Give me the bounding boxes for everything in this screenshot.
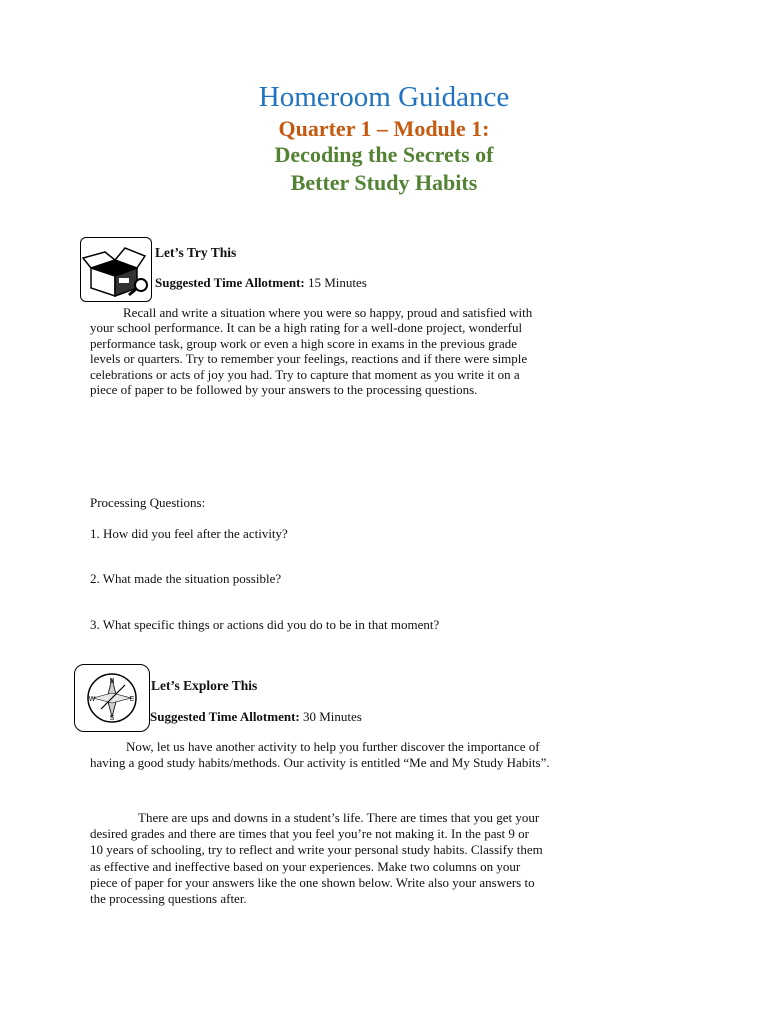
processing-questions-heading: Processing Questions: (90, 495, 206, 510)
time-allotment-label: Suggested Time Allotment: (150, 709, 300, 724)
time-allotment-label: Suggested Time Allotment: (155, 275, 305, 290)
paragraph-line: Now, let us have another activity to help you further discover the importance of (126, 739, 540, 754)
paragraph-line: celebrations or acts of joy you had. Try to capture that moment as you write it on a (90, 366, 520, 382)
box-magnifier-icon (80, 237, 152, 302)
time-allotment-value: 30 Minutes (299, 709, 362, 724)
compass-icon (74, 664, 150, 732)
compass-south-label: S (109, 715, 115, 722)
time-allotment-value: 15 Minutes (304, 275, 367, 290)
time-allotment (150, 708, 362, 726)
processing-question: 1. How did you feel after the activity? (90, 526, 288, 541)
paragraph-line: the processing questions after. (90, 891, 247, 907)
paragraph-line: There are ups and downs in a student’s life. There are times that you get your (138, 810, 540, 825)
paragraph-line: as effective and ineffective based on your experiences. Make two columns on your (90, 858, 521, 874)
processing-question: 2. What made the situation possible? (90, 571, 282, 586)
section-title-lets-try-this: Let’s Try This (155, 245, 237, 260)
page-title: Homeroom Guidance (258, 81, 510, 113)
quarter-module-heading: Quarter 1 – Module 1: (278, 116, 490, 141)
compass-west-label: W (88, 696, 96, 703)
module-subtitle-line-2: Better Study Habits (290, 170, 478, 195)
compass-north-label: N (109, 678, 115, 685)
paragraph-line: piece of paper for your answers like the one shown below. Write also your answers to (90, 874, 535, 890)
time-allotment (155, 274, 367, 292)
module-subtitle-line-1: Decoding the Secrets of (274, 142, 494, 167)
paragraph-line: piece of paper to be followed by your answers to the processing questions. (90, 382, 478, 398)
paragraph-line: levels or quarters. Try to remember your feelings, reactions and if there were simple (90, 351, 528, 367)
compass-east-label: E (129, 696, 135, 703)
paragraph-line: performance task, group work or even a high score in exams in the previous grade (90, 335, 518, 351)
paragraph-line: desired grades and there are times that you feel you’re not making it. In the past 9 or (90, 826, 529, 842)
paragraph-line: 10 years of schooling, try to reflect and write your personal study habits. Classify them (90, 842, 543, 858)
section-title-lets-explore-this: Let’s Explore This (151, 678, 258, 693)
paragraph-line: your school performance. It can be a high rating for a well-done project, wonderful (90, 320, 523, 336)
paragraph-line: Recall and write a situation where you were so happy, proud and satisfied with (123, 305, 533, 320)
explore-body-paragraph (90, 810, 650, 907)
try-this-paragraph (90, 305, 650, 397)
paragraph-line: having a good study habits/methods. Our activity is entitled “Me and My Study Habits”. (90, 755, 550, 770)
processing-question: 3. What specific things or actions did you do to be in that moment? (90, 617, 440, 632)
explore-intro-paragraph (90, 739, 650, 771)
